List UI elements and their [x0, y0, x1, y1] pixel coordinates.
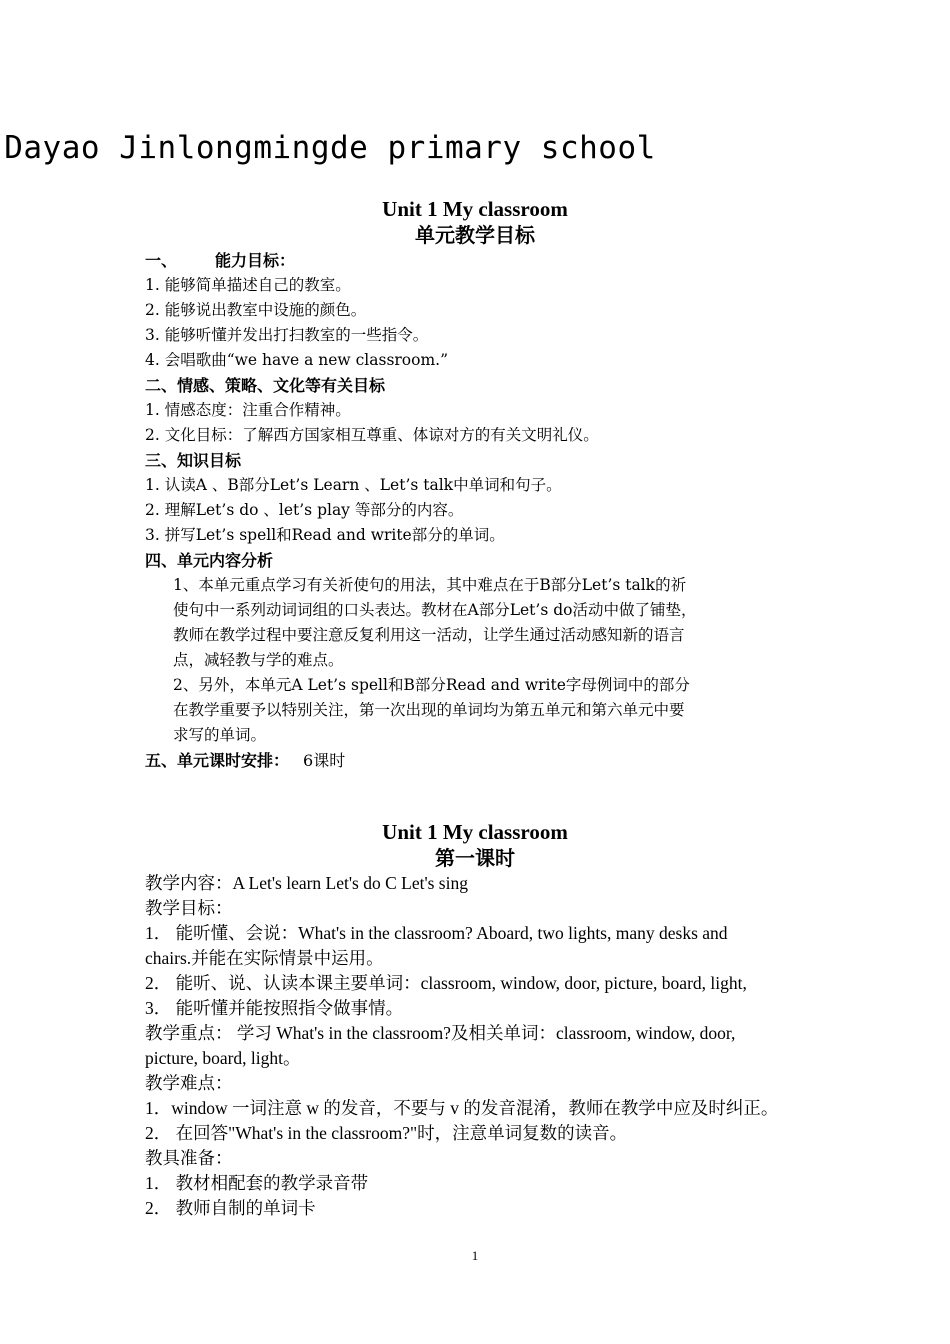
emotion-item: 2. 文化目标：了解西方国家相互尊重、体谅对方的有关文明礼仪。	[145, 426, 599, 444]
lesson-line: 教学目标：	[145, 898, 233, 918]
ability-item: 2. 能够说出教室中设施的颜色。	[145, 301, 367, 319]
knowledge-item: 2. 理解Let’s do 、let’s play 等部分的内容。	[145, 501, 464, 519]
knowledge-item: 1. 认读A 、B部分Let’s Learn 、Let’s talk中单词和句子。	[145, 476, 562, 494]
analysis-line: 教师在教学过程中要注意反复利用这一活动，让学生通过活动感知新的语言	[173, 626, 685, 644]
lesson-line: 2． 在回答"What's in the classroom?"时，注意单词复数的读音。	[145, 1123, 628, 1143]
lesson-unit-title: Unit 1 My classroom	[382, 820, 568, 844]
lesson-subtitle: 第一课时	[435, 846, 515, 870]
lesson-line: 2． 能听、说、认读本课主要单词：classroom, window, door, picture, board, light,	[145, 973, 747, 993]
heading-ability-label: 能力目标：	[215, 251, 296, 270]
heading-knowledge: 三、知识目标	[145, 451, 242, 470]
document-page	[145, 0, 810, 1344]
lesson-line: 教具准备：	[145, 1148, 233, 1168]
analysis-line: 在教学重要予以特别关注，第一次出现的单词均为第五单元和第六单元中要	[173, 701, 685, 719]
lesson-line: 教学内容：A Let's learn Let's do C Let's sing	[145, 873, 468, 893]
heading-schedule	[145, 748, 810, 773]
lesson-line: 教学难点：	[145, 1073, 233, 1093]
emotion-item: 1. 情感态度：注重合作精神。	[145, 401, 351, 419]
lesson-line: 3． 能听懂并能按照指令做事情。	[145, 998, 404, 1018]
lesson-line: 1． 教材相配套的教学录音带	[145, 1173, 369, 1193]
lesson-line: 2． 教师自制的单词卡	[145, 1198, 316, 1218]
lesson-line: 教学重点： 学习 What's in the classroom?及相关单词：classroom, window, door,	[145, 1023, 736, 1043]
lesson-line: picture, board, light。	[145, 1048, 301, 1068]
page-number: 1	[471, 1248, 479, 1263]
knowledge-item: 3. 拼写Let’s spell和Read and write部分的单词。	[145, 526, 505, 544]
school-title: Dayao Jinlongmingde primary school	[4, 130, 656, 166]
analysis-line: 使句中一系列动词词组的口头表达。教材在A部分Let’s do活动中做了铺垫，	[173, 601, 697, 619]
unit-title: Unit 1 My classroom	[382, 197, 568, 221]
heading-ability-number: 一、	[145, 251, 178, 270]
schedule-value: 6课时	[303, 751, 346, 770]
analysis-line: 点，减轻教与学的难点。	[173, 651, 344, 669]
lesson-one-section	[145, 819, 810, 1221]
analysis-line: 2、另外，本单元A Let’s spell和B部分Read and write字母例词中的部分	[173, 676, 690, 694]
ability-item: 4. 会唱歌曲“we have a new classroom.”	[145, 351, 449, 369]
ability-item: 3. 能够听懂并发出打扫教室的一些指令。	[145, 326, 429, 344]
lesson-line: 1． 能听懂、会说：What's in the classroom? Aboard, two lights, many desks and	[145, 923, 728, 943]
analysis-line: 1、本单元重点学习有关祈使句的用法，其中难点在于B部分Let’s talk的祈	[173, 576, 687, 594]
heading-analysis: 四、单元内容分析	[145, 551, 274, 570]
heading-ability	[145, 248, 810, 273]
unit-subtitle: 单元教学目标	[415, 223, 535, 247]
heading-schedule-label: 五、单元课时安排：	[145, 751, 290, 770]
heading-emotion: 二、情感、策略、文化等有关目标	[145, 376, 386, 395]
unit-objectives-section	[145, 196, 810, 773]
ability-item: 1. 能够简单描述自己的教室。	[145, 276, 351, 294]
lesson-line: chairs.并能在实际情景中运用。	[145, 948, 384, 968]
lesson-line: 1．window 一词注意 w 的发音，不要与 v 的发音混淆，教师在教学中应及时纠正。	[145, 1098, 779, 1118]
analysis-line: 求写的单词。	[173, 726, 267, 744]
